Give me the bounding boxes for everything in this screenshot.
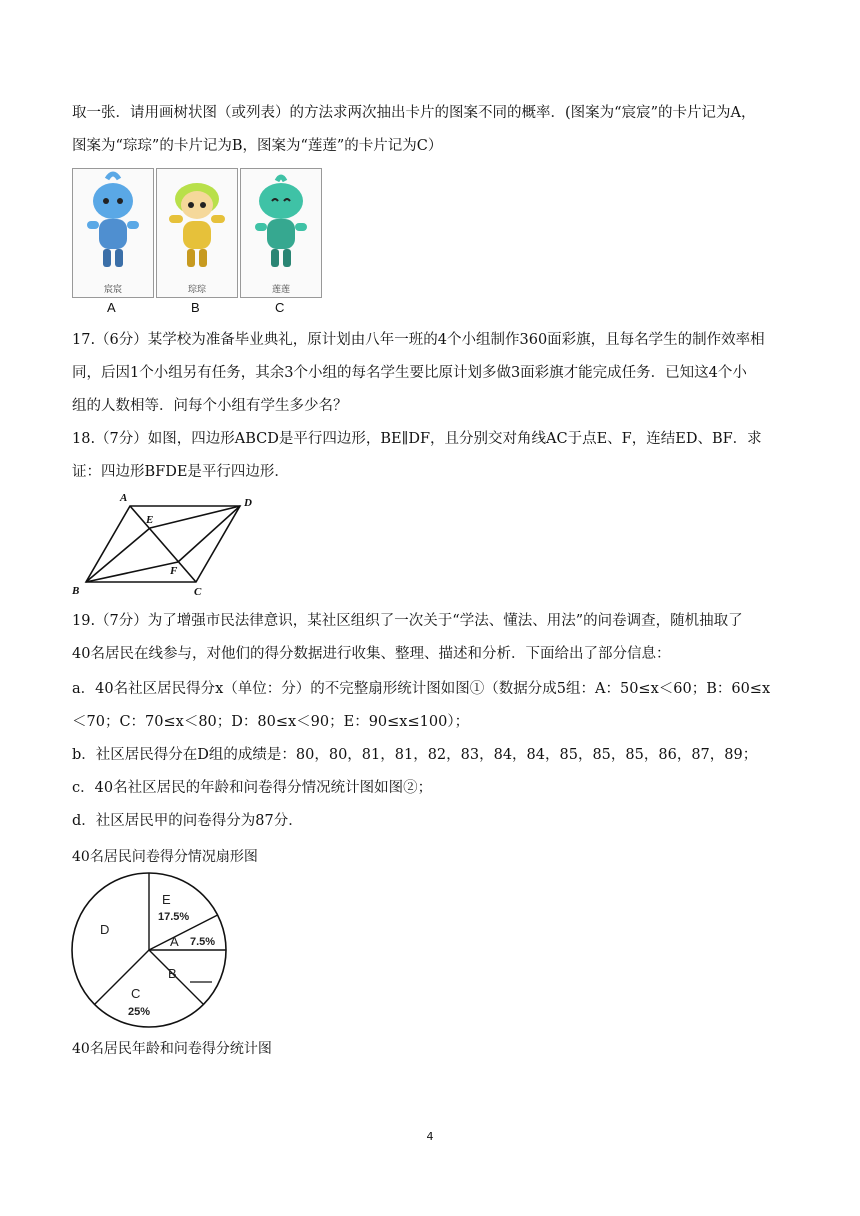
label-a: A — [120, 492, 128, 504]
mascot-c-icon — [241, 169, 321, 279]
parallelogram-figure — [68, 490, 268, 602]
card-b-letter: B — [191, 300, 200, 315]
pie-boundary-d — [95, 950, 149, 1004]
card-c-caption: 莲莲 — [271, 285, 290, 295]
problem18-line1: 18.（7分）如图，四边形ABCD是平行四边形，BE∥DF，且分别交对角线AC于点E、F，连结ED、BF．求 — [72, 431, 762, 447]
problem16-line2: 图案为“琮琮”的卡片记为B，图案为“莲莲”的卡片记为C） — [72, 138, 443, 154]
mascot-cards — [72, 168, 326, 300]
pie-label-c: C — [131, 986, 141, 1001]
pie-label-e: E — [162, 892, 171, 907]
pie-label-d: D — [100, 922, 110, 937]
label-c: C — [194, 586, 202, 598]
pie-value-a: 7.5% — [190, 936, 216, 948]
problem19-line2: 40名居民在线参与，对他们的得分数据进行收集、整理、描述和分析．下面给出了部分信息： — [72, 646, 671, 662]
label-f: F — [170, 565, 178, 577]
scatter-chart-title: 40名居民年龄和问卷得分统计图 — [72, 1041, 272, 1057]
card-b — [156, 168, 238, 298]
card-a — [72, 168, 154, 298]
problem17-line3: 组的人数相等．问每个小组有学生多少名？ — [72, 398, 348, 414]
pie-chart-title: 40名居民问卷得分情况扇形图 — [72, 849, 258, 865]
problem19-line1: 19.（7分）为了增强市民法律意识，某社区组织了一次关于“学法、懂法、用法”的问卷调查，随机抽取了 — [72, 613, 743, 629]
page-number: 4 — [426, 1130, 434, 1143]
problem17-line1: 17.（6分）某学校为准备毕业典礼，原计划由八年一班的4个小组制作360面彩旗，且每名学生的制作效率相 — [72, 332, 765, 348]
card-b-caption: 琮琮 — [187, 285, 206, 295]
pie-label-a: A — [170, 934, 179, 949]
pie-chart — [66, 870, 232, 1030]
problem19-b: b．社区居民得分在D组的成绩是：80，80，81，81，82，83，84，84，85，85，85，86，87，89； — [72, 747, 758, 763]
label-e: E — [146, 514, 154, 526]
problem16-line1: 取一张．请用画树状图（或列表）的方法求两次抽出卡片的图案不同的概率．(图案为“宸宸”的卡片记为A， — [72, 105, 756, 121]
problem18-line2: 证：四边形BFDE是平行四边形． — [72, 464, 289, 480]
card-a-letter: A — [107, 300, 116, 315]
problem17-line2: 同，后因1个小组另有任务，其余3个小组的每名学生要比原计划多做3面彩旗才能完成任务．已知这4个小 — [72, 365, 747, 381]
card-c — [240, 168, 322, 298]
mascot-b-icon — [157, 169, 237, 279]
problem19-c: c．40名社区居民的年龄和问卷得分情况统计图如图②； — [72, 780, 433, 796]
problem19-a-line1: a．40名社区居民得分x（单位：分）的不完整扇形统计图如图①（数据分成5组：A：50≤x＜60；B：60≤x — [72, 681, 771, 697]
problem19-a-line2: ＜70；C：70≤x＜80；D：80≤x＜90；E：90≤x≤100）； — [72, 714, 470, 730]
label-b: B — [72, 585, 80, 597]
problem19-d: d．社区居民甲的问卷得分为87分． — [72, 813, 303, 829]
pie-label-b: B — [168, 966, 177, 981]
mascot-a-icon — [73, 169, 153, 279]
card-c-letter: C — [275, 300, 285, 315]
label-d: D — [244, 497, 252, 509]
pie-value-c: 25% — [128, 1006, 151, 1018]
pie-value-e: 17.5% — [158, 911, 190, 923]
card-a-caption: 宸宸 — [103, 285, 122, 295]
